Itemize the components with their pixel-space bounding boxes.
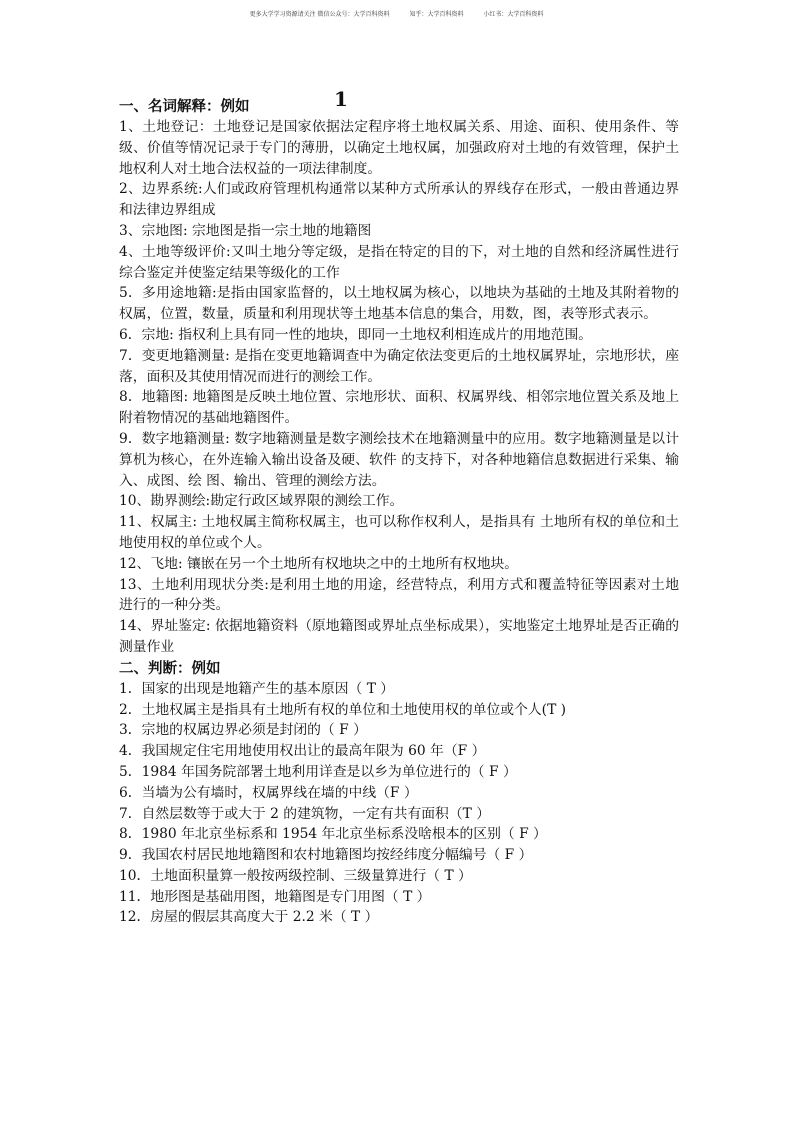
definition-item: 11、权属主: 土地权属主简称权属主，也可以称作权利人，是指具有 土地所有权的单位和土地使用权的单位或个人。	[119, 514, 679, 551]
section-true-false	[119, 658, 679, 929]
judgment-item: 10．土地面积量算一般按两级控制、三级量算进行（ T ）	[119, 867, 472, 884]
judgment-item: 4．我国规定住宅用地使用权出让的最高年限为 60 年（F ）	[119, 743, 486, 760]
definition-item: 14、界址鉴定: 依据地籍资料（原地籍图或界址点坐标成果），实地鉴定土地界址是否正确的测量作业	[119, 618, 679, 655]
definition-item: 4、土地等级评价:又叫土地分等定级，是指在特定的目的下，对土地的自然和经济属性进行综合鉴定并使鉴定结果等级化的工作	[119, 243, 679, 281]
definition-item: 9．数字地籍测量: 数字地籍测量是数字测绘技术在地籍测量中的应用。数字地籍测量是以计算机为核心，在外连输入输出设备及硬、软件 的支持下，对各种地籍信息数据进行采集、输入、成图、绘 图、输出、管理的测绘方法。	[119, 430, 679, 489]
definition-item: 5．多用途地籍:是指由国家监督的，以土地权属为核心，以地块为基础的土地及其附着物的权属，位置，数量，质量和利用现状等土地基本信息的集合，用数，图，表等形式表示。	[119, 285, 679, 323]
judgment-item: 3．宗地的权属边界必须是封闭的（ F ）	[119, 722, 367, 739]
definition-item: 13、土地利用现状分类:是利用土地的用途，经营特点，利用方式和覆盖特征等因素对土地进行的一种分类。	[119, 576, 679, 614]
page-header	[0, 9, 793, 18]
definition-item: 12、飞地: 镶嵌在另一个土地所有权地块之中的土地所有权地块。	[119, 555, 519, 572]
definition-item: 2、边界系统:人们或政府管理机构通常以某种方式所承认的界线存在形式，一般由普通边界和法律边界组成	[119, 181, 679, 219]
section-title: 二、判断：例如	[119, 659, 221, 677]
section-title: 一、名词解释：例如	[119, 98, 250, 115]
judgment-item: 12．房屋的假层其高度大于 2.2 米（ T ）	[119, 909, 379, 926]
definition-item: 1、土地登记：土地登记是国家依据法定程序将土地权属关系、用途、面积、使用条件、等级、价值等情况记录于专门的薄册，以确定土地权属，加强政府对土地的有效管理，保护土地权利人对土地合法权益的一项法律制度。	[119, 119, 679, 177]
judgment-item: 9．我国农村居民地地籍图和农村地籍图均按经纬度分幅编号（ F ）	[119, 847, 533, 864]
definition-item: 3、宗地图: 宗地图是指一宗土地的地籍图	[119, 222, 372, 239]
definition-item: 10、勘界测绘:勘定行政区域界限的测绘工作。	[119, 493, 404, 510]
judgment-item: 8．1980 年北京坐标系和 1954 年北京坐标系没啥根本的区别（ F ）	[119, 826, 547, 843]
judgment-item: 7．自然层数等于或大于 2 的建筑物，一定有共有面积（T ）	[119, 805, 491, 822]
judgment-item: 6．当墙为公有墙时，权属界线在墙的中线（F ）	[119, 784, 418, 801]
judgment-item: 11．地形图是基础用图，地籍图是专门用图（ T ）	[119, 888, 431, 905]
document-body	[119, 96, 679, 928]
definition-item: 7．变更地籍测量: 是指在变更地籍调查中为确定依法变更后的土地权属界址，宗地形状，座落，面积及其使用情况而进行的测绘工作。	[119, 347, 679, 385]
definition-item: 6．宗地: 指权利上具有同一性的地块，即同一土地权利相连成片的用地范围。	[119, 326, 593, 343]
judgment-item: 1．国家的出现是地籍产生的基本原因（ T ）	[119, 680, 395, 697]
definition-item: 8．地籍图: 地籍图是反映土地位置、宗地形状、面积、权属界线、相邻宗地位置关系及地上附着物情况的基础地籍图件。	[119, 389, 679, 427]
judgment-item: 5．1984 年国务院部署土地利用详查是以乡为单位进行的（ F ）	[119, 763, 517, 780]
section-definitions	[119, 96, 679, 658]
judgment-item: 2．土地权属主是指具有土地所有权的单位和土地使用权的单位或个人(T )	[119, 701, 567, 718]
header-wechat: 更多大学学习资源请关注 微信公众号：大学百科资料	[249, 11, 390, 18]
header-zhihu: 知乎：大学百科资料	[409, 11, 464, 18]
header-xiaohongshu: 小红书：大学百科资料	[483, 11, 544, 18]
page-number: 1	[334, 87, 348, 111]
